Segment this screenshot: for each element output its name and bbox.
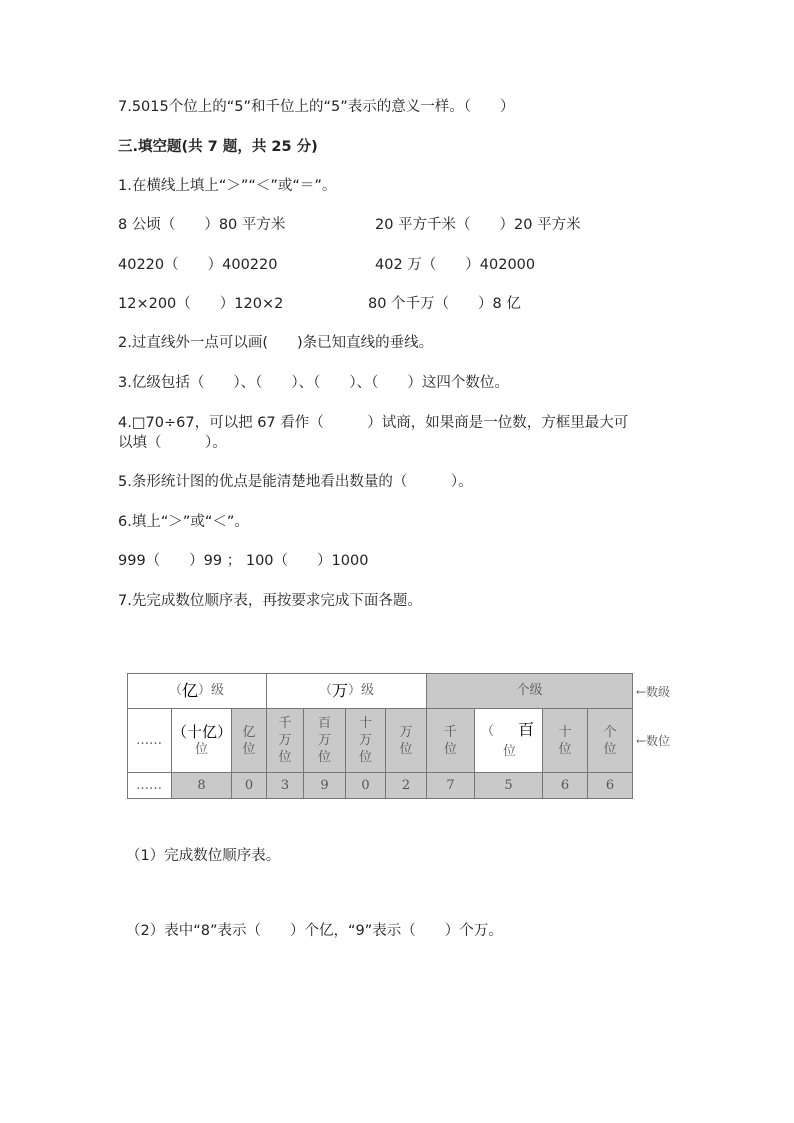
- digit-cell: 0: [346, 773, 386, 799]
- label-levels-arrow: ←数级: [636, 685, 671, 699]
- place-baiwan: 百万位: [304, 709, 346, 773]
- place-wan: 万位: [386, 709, 427, 773]
- digit-cell: ……: [127, 773, 172, 799]
- handwritten-shiyi: （十亿）: [172, 722, 233, 741]
- level-ge: 个级: [427, 673, 633, 709]
- q1-item: 40220（ ）400220: [118, 257, 278, 273]
- question-4-line-2: 以填（ ）。: [118, 435, 227, 451]
- level-wan: （ 万 ）级: [267, 673, 427, 709]
- question-7-previous: 7.5015个位上的“5”和千位上的“5”表示的意义一样。（ ）: [118, 99, 515, 115]
- question-4-line-1: 4.□70÷67，可以把 67 看作（ ）试商，如果商是一位数，方框里最大可: [118, 415, 629, 431]
- place-dots: ……: [127, 709, 172, 773]
- place-value-table: [127, 673, 633, 799]
- place-ge: 个位: [588, 709, 633, 773]
- question-7-sub-1: （1）完成数位顺序表。: [126, 848, 281, 864]
- question-6-text: 6.填上“＞”或“＜”。: [118, 514, 249, 530]
- handwritten-wan: 万: [331, 681, 348, 700]
- digit-cell: 8: [172, 773, 232, 799]
- place-shiwan: 十万位: [346, 709, 386, 773]
- digit-cell: 5: [475, 773, 543, 799]
- q1-item: 20 平方千米（ ）20 平方米: [375, 217, 581, 233]
- question-3: 3.亿级包括（ ）、（ ）、（ ）、（ ）这四个数位。: [118, 375, 509, 391]
- level-yi: （ 亿 ）级: [127, 673, 267, 709]
- place-bai: （ 百 位: [475, 709, 543, 773]
- digit-cell: 7: [427, 773, 475, 799]
- digit-cell: 6: [588, 773, 633, 799]
- place-qianwan: 千万位: [267, 709, 304, 773]
- question-7-text: 7.先完成数位顺序表，再按要求完成下面各题。: [118, 593, 422, 609]
- section-title: 三.填空题(共 7 题，共 25 分): [118, 139, 318, 155]
- question-1-text: 1.在横线上填上“＞”“＜”或“＝”。: [118, 178, 337, 194]
- question-2: 2.过直线外一点可以画( )条已知直线的垂线。: [118, 335, 434, 351]
- digit-cell: 6: [543, 773, 588, 799]
- place-shi: 十位: [543, 709, 588, 773]
- place-shiyi: （十亿） 位: [172, 709, 232, 773]
- handwritten-bai: 百: [517, 720, 534, 739]
- handwritten-yi: 亿: [181, 681, 198, 700]
- label-places-arrow: ←数位: [636, 734, 671, 748]
- digit-cell: 2: [386, 773, 427, 799]
- q1-item: 8 公顷（ ）80 平方米: [118, 217, 286, 233]
- question-7-sub-2: （2）表中“8”表示（ ）个亿，“9”表示（ ）个万。: [126, 923, 503, 939]
- place-yi: 亿位: [232, 709, 267, 773]
- q1-item: 402 万（ ）402000: [375, 257, 536, 273]
- question-6-row: 999（ ）99 ； 100（ ）1000: [118, 553, 369, 569]
- digit-cell: 3: [267, 773, 304, 799]
- digit-cell: 9: [304, 773, 346, 799]
- place-qian: 千位: [427, 709, 475, 773]
- question-5: 5.条形统计图的优点是能清楚地看出数量的（ ）。: [118, 474, 473, 490]
- q1-item: 80 个千万（ ）8 亿: [368, 296, 521, 312]
- digit-cell: 0: [232, 773, 267, 799]
- q1-item: 12×200（ ）120×2: [118, 296, 284, 312]
